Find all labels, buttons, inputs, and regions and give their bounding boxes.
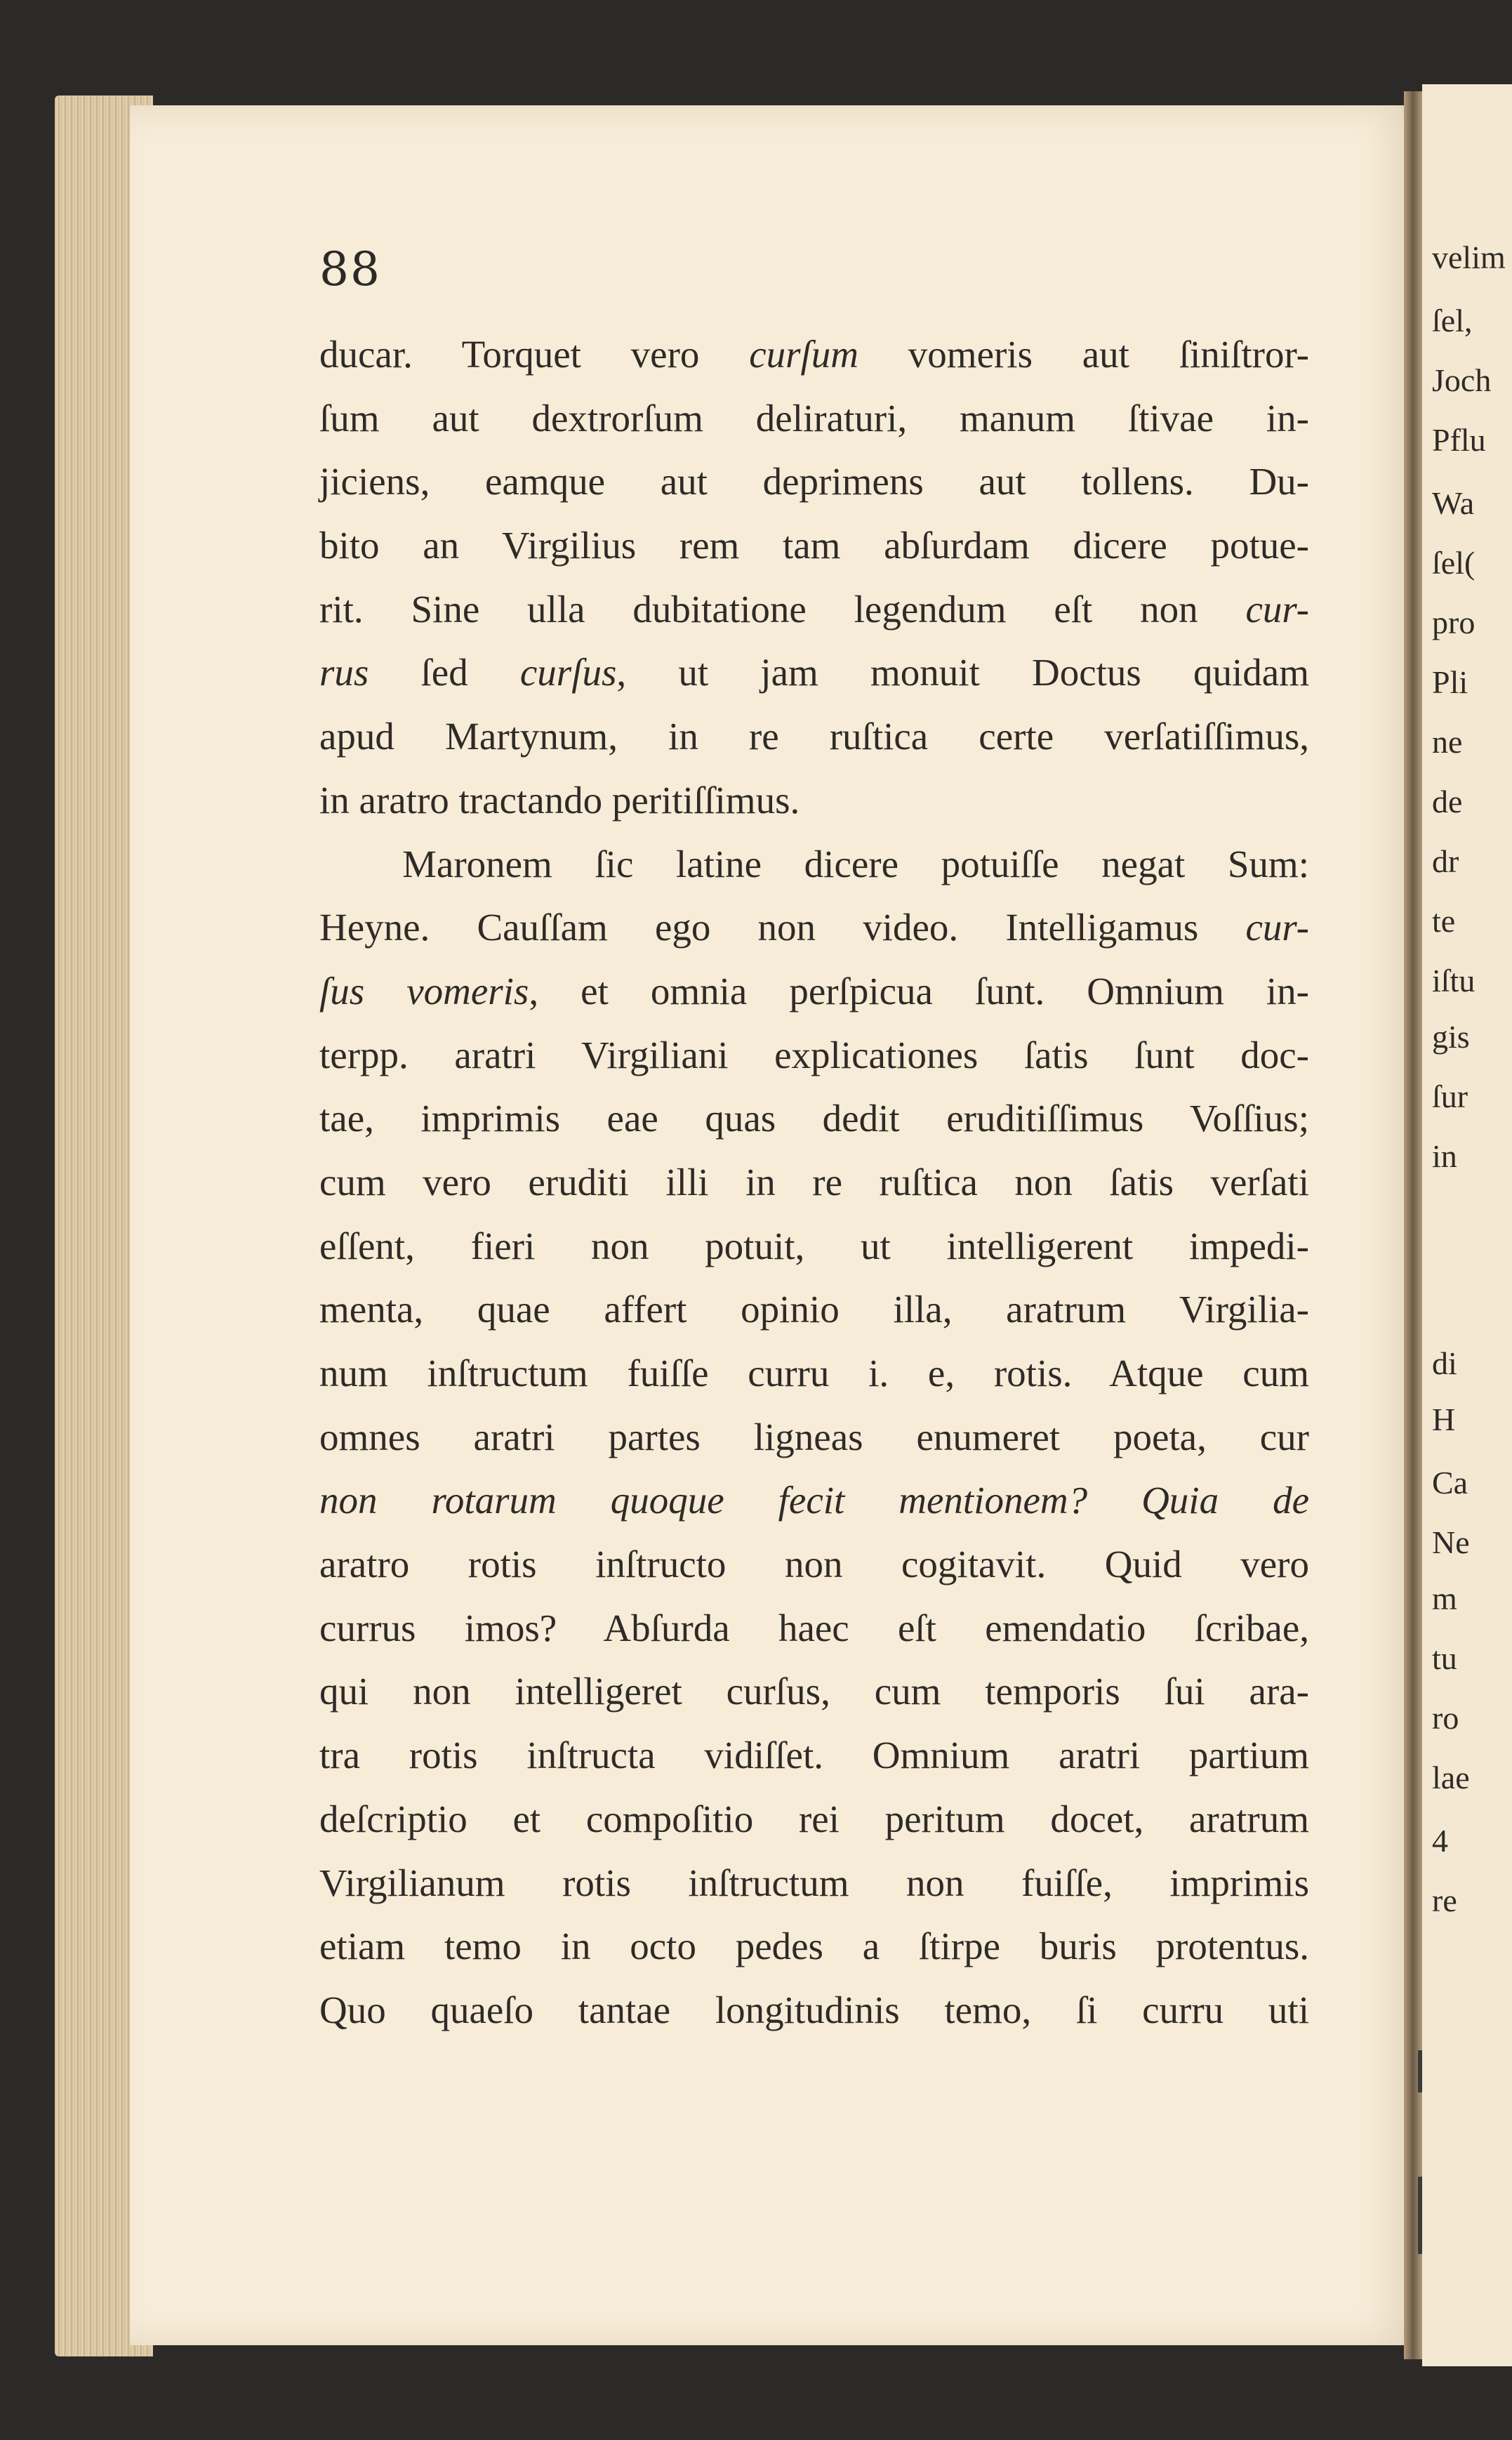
paragraph-1 [319,323,1309,833]
text-segment: deſcriptio et compoſitio rei peritum docet, aratrum [319,1797,1309,1840]
text-line [319,1915,1309,1979]
body-text [319,323,1309,2043]
text-segment: ſus vomeris [319,969,529,1013]
paragraph-2 [319,833,1309,2043]
facing-page-fragment: di [1432,1345,1457,1381]
text-line [319,1469,1309,1533]
text-segment: etiam [319,1925,444,1968]
text-segment: Heyne. Cauſſam ego non video. Intelligamus [319,906,1246,949]
text-segment: bito an Virgilius rem tam abſurdam dicere potue- [319,524,1309,567]
text-line [319,1660,1309,1724]
text-line [319,450,1309,514]
page-number: 88 [319,242,381,296]
text-line [319,323,1309,387]
facing-page-fragment: 4 [1432,1823,1448,1859]
text-line [319,1979,1309,2043]
text-line [319,1597,1309,1661]
text-line [319,1151,1309,1215]
text-line [319,960,1309,1024]
text-segment: Virgilianum rotis inſtructum non fuiſſe, imprimis [319,1861,1309,1904]
facing-page-fragment: ſel, [1432,303,1473,338]
text-segment: in aratro tractando peritiſſimus. [319,778,800,822]
facing-page-fragment: Wa [1432,485,1475,521]
text-segment: rus [319,651,369,694]
text-line [319,1087,1309,1151]
facing-page-fragment: pro [1432,605,1475,640]
text-segment: eſſent, fieri non potuit, ut intelligerent impedi- [319,1224,1309,1267]
facing-page-fragment: H [1432,1402,1456,1437]
text-segment: currus imos? [319,1606,557,1649]
facing-page-fragment: Joch [1432,362,1492,398]
text-line [319,514,1309,578]
binding-mark [1418,2050,1422,2092]
text-segment: ſum aut dextrorſum deliraturi, manum ſtivae in- [319,396,1309,440]
text-segment: num inſtructum fuiſſe curru i. e, rotis. Atque cum [319,1352,1309,1394]
text-segment: , et omnia perſpicua ſunt. Omnium in- [529,969,1309,1013]
text-segment: omnes aratri partes ligneas enumeret poeta, cur [319,1415,1309,1458]
text-segment: menta, quae affert opinio illa, aratrum Virgilia- [319,1288,1309,1331]
facing-page-fragment: ne [1432,724,1463,760]
facing-page-fragment: te [1432,903,1456,939]
text-line [319,1533,1309,1597]
text-segment: , cum temporis ſui ara- [821,1670,1309,1713]
text-segment: Abſurda haec eſt emendatio ſcribae, [557,1606,1310,1649]
text-line [319,833,1309,897]
text-segment: cum vero eruditi illi in re ruſtica non ſatis verſati [319,1160,1309,1203]
text-segment: cur- [1245,587,1309,631]
text-line [319,769,1309,833]
binding-mark [1418,2177,1422,2254]
facing-page-fragment: Ca [1432,1465,1468,1501]
book-gutter [1404,91,1422,2359]
text-segment: aratro rotis inſtructo non cogitavit. Quid vero [319,1543,1309,1586]
text-segment: vomeris aut ſiniſtror- [858,333,1309,376]
text-segment: curſus [726,1670,821,1713]
text-segment: apud Martynum, in re ruſtica certe verſatiſſimus, [319,715,1309,758]
facing-page-fragment: velim [1432,239,1506,275]
text-segment: qui non intelligeret [319,1670,727,1713]
right-page [1422,84,1512,2366]
facing-page-fragment: Pflu [1432,422,1486,458]
text-line [319,705,1309,769]
text-segment: rit. Sine ulla dubitatione legendum eſt non [319,587,1246,631]
text-line [319,1788,1309,1852]
text-line [319,1215,1309,1279]
text-line [319,1406,1309,1470]
text-line [319,1342,1309,1406]
text-segment: ſed [369,651,520,694]
facing-page-fragment: dr [1432,843,1459,879]
facing-page-fragment: ſur [1432,1079,1468,1114]
text-segment: , ut jam monuit Doctus quidam [616,651,1309,694]
facing-page-fragment: gis [1432,1019,1470,1055]
text-segment: tra rotis inſtructa vidiſſet. Omnium aratri partium [319,1734,1309,1777]
text-line [319,1724,1309,1788]
facing-page-fragment: ro [1432,1700,1459,1736]
facing-page-fragment: ſel( [1432,545,1475,581]
facing-page-fragment: tu [1432,1640,1457,1676]
text-segment: Maronem ſic latine dicere potuiſſe negat Sum: [402,842,1309,885]
facing-page-fragment: lae [1432,1760,1470,1795]
facing-page-fragment: de [1432,784,1463,819]
text-line [319,1852,1309,1915]
text-line [319,1024,1309,1088]
text-segment: cur- [1245,906,1309,949]
text-segment: curſus [519,651,617,694]
text-segment: tae, imprimis eae quas dedit eruditiſſimus Voſſius; [319,1097,1309,1140]
text-segment: Quo quaeſo tantae longitudinis temo, ſi curru uti [319,1988,1309,2031]
facing-page-fragment: m [1432,1581,1457,1616]
text-line [319,896,1309,960]
text-line [319,387,1309,451]
facing-page-fragment: Pli [1432,664,1468,700]
text-segment: jiciens, eamque aut deprimens aut tollens. Du- [319,460,1309,503]
facing-page-fragment: in [1432,1138,1457,1174]
text-line [319,641,1309,705]
text-segment: terpp. aratri Virgiliani explicationes ſatis ſunt doc- [319,1033,1309,1076]
text-segment: ducar. Torquet vero [319,333,750,376]
text-line [319,578,1309,642]
facing-page-fragment: re [1432,1882,1457,1918]
text-segment: non rotarum quoque fecit mentionem? Quia de [319,1479,1309,1522]
facing-page-fragment: iſtu [1432,963,1475,998]
facing-page-fragment: Ne [1432,1524,1470,1560]
text-line [319,1278,1309,1342]
text-segment: curſum [749,333,859,376]
text-segment: . [1299,1925,1309,1968]
text-segment: temo in octo pedes a ſtirpe buris protentus [444,1925,1300,1968]
